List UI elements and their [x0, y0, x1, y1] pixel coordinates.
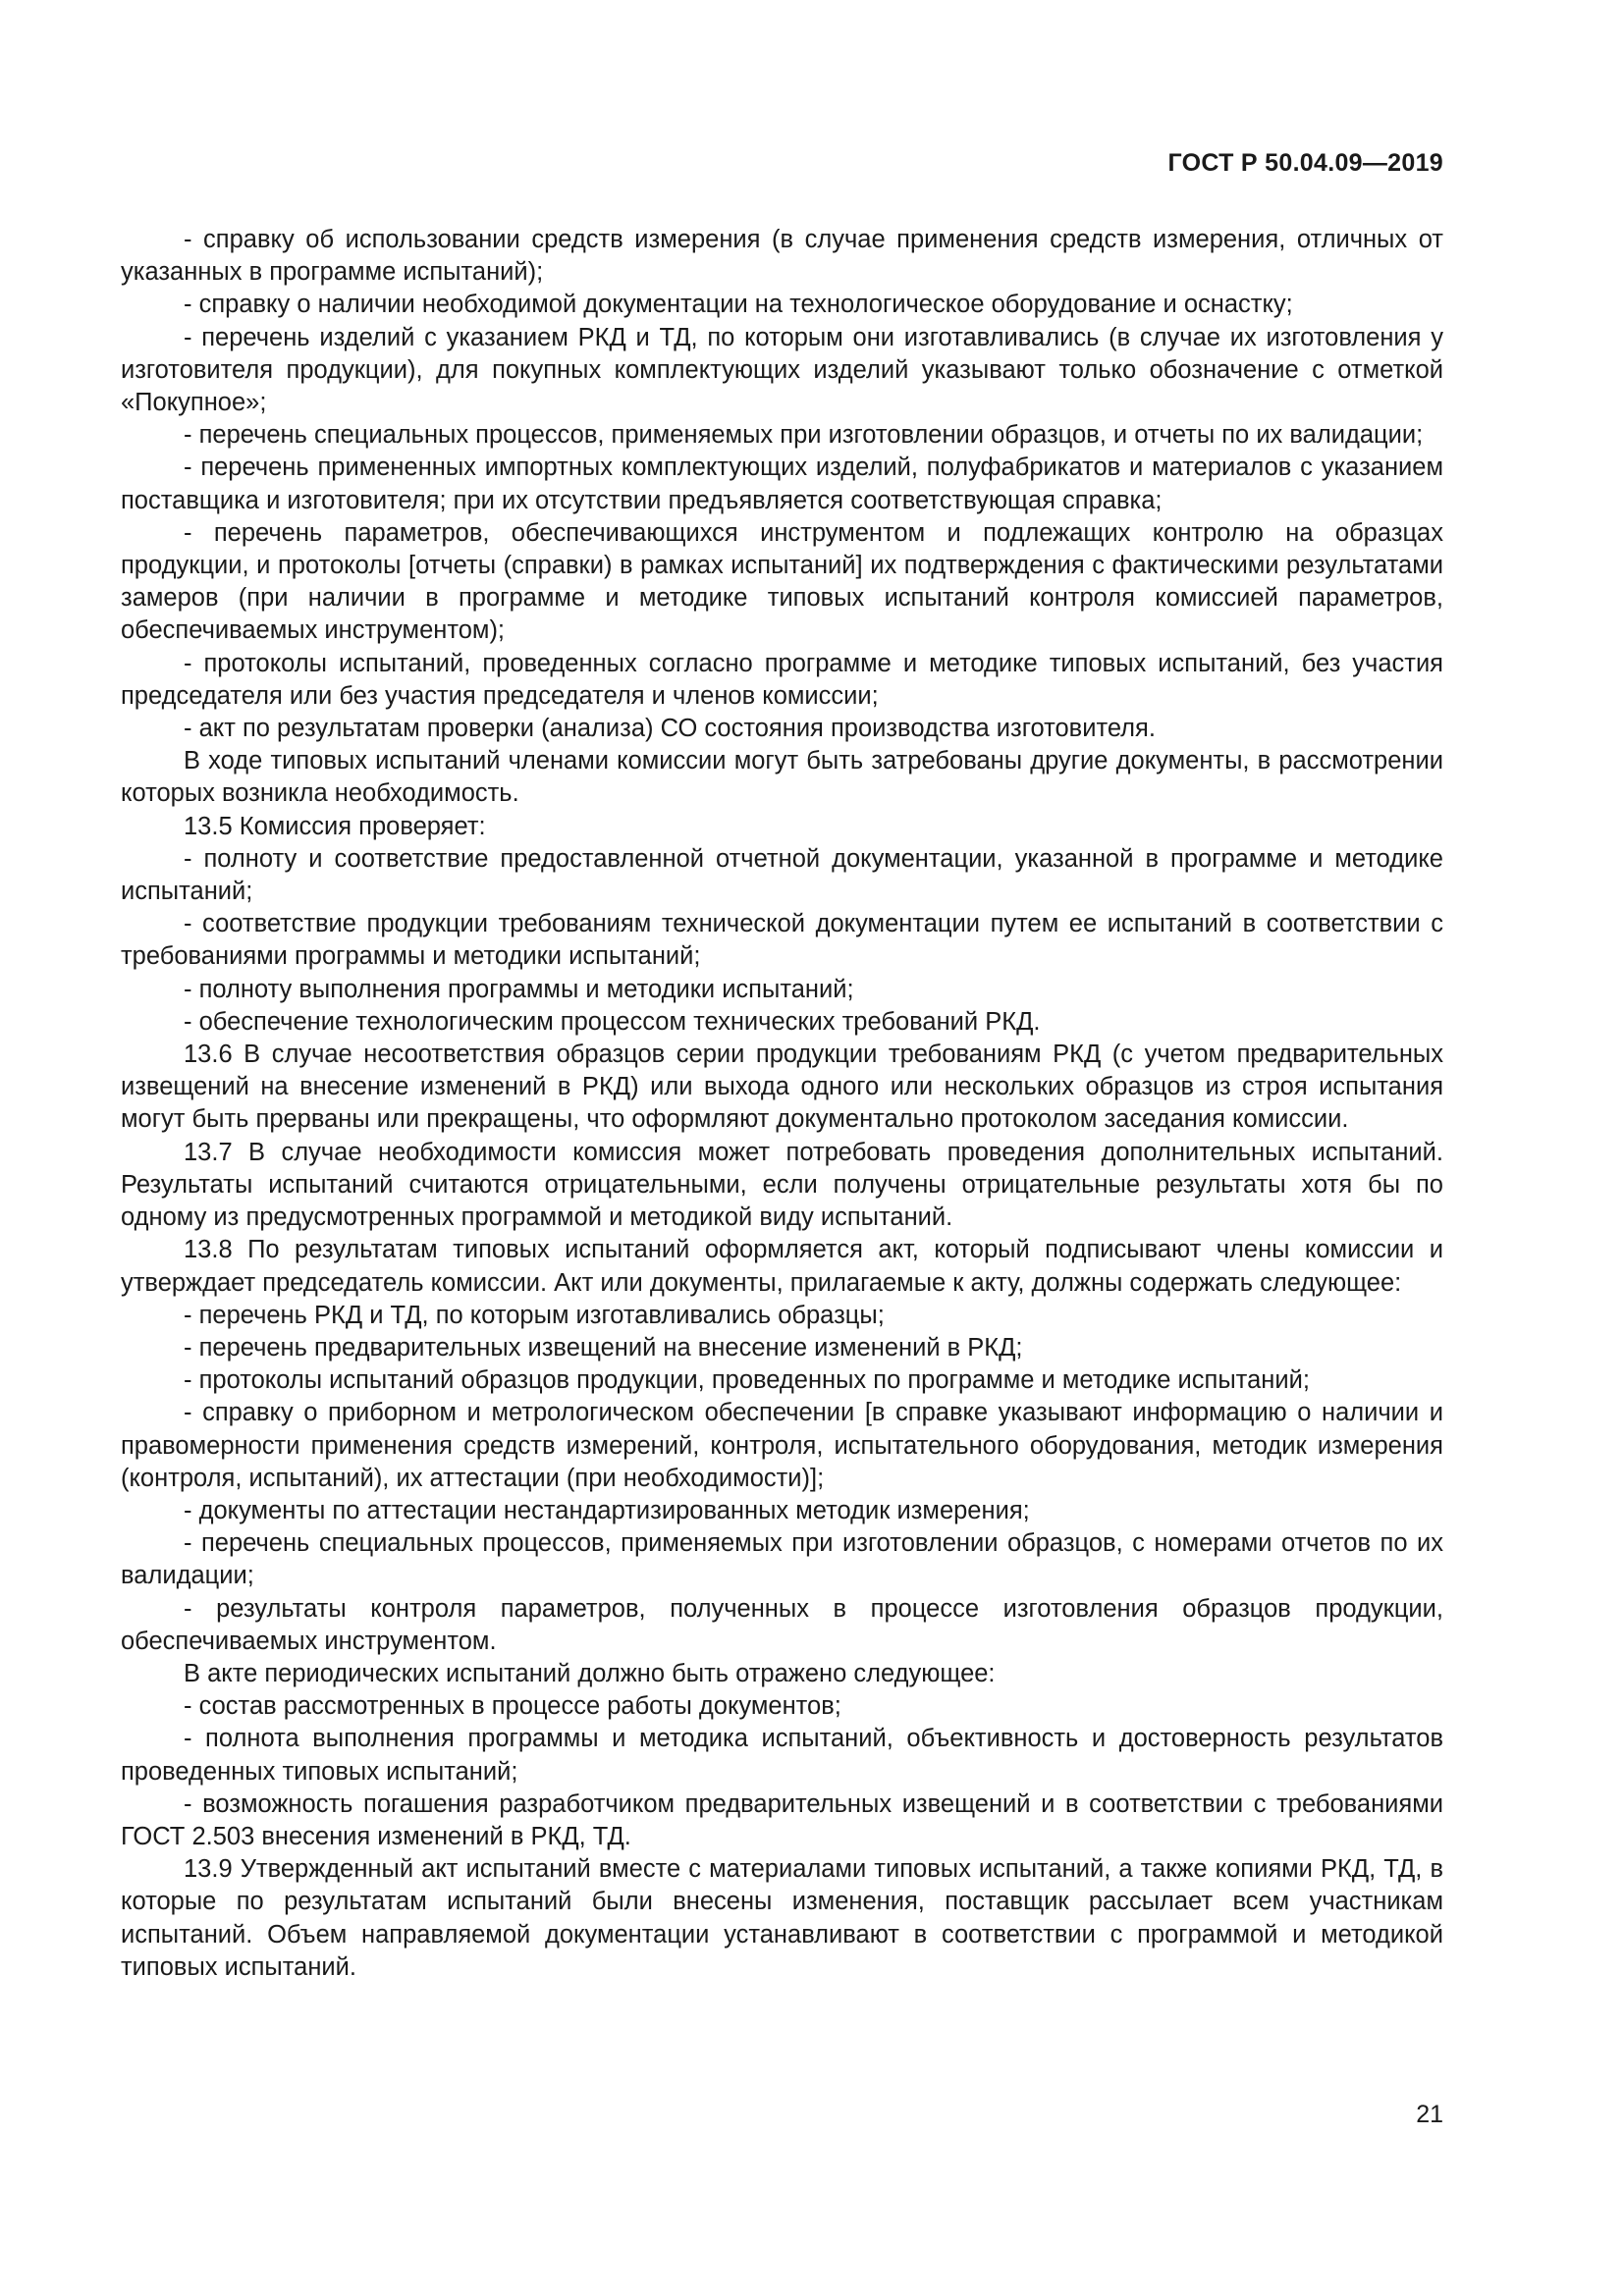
paragraph: - перечень РКД и ТД, по которым изготавливались образцы; — [184, 1301, 885, 1329]
paragraph: - перечень примененных импортных комплектующих изделий, полуфабрикатов и материалов с указанием поставщика и изготовителя; при их отсутствии предъявляется соответствующая справка; — [121, 454, 1443, 514]
paragraph: - акт по результатам проверки (анализа) СО состояния производства изготовителя. — [184, 715, 1156, 743]
paragraph: - перечень параметров, обеспечивающихся инструментом и подлежащих контролю на образцах продукции, и протоколы [отчеты (справки) в рамках испытаний] их подтверждения с фактическими результатами замеров (при наличии в программе и методике типовых испытаний контроля комиссией параметров, обеспечиваемых инструментом); — [121, 518, 1443, 645]
paragraph: - соответствие продукции требованиям технической документации путем ее испытаний в соответствии с требованиями программы и методики испытаний; — [121, 910, 1443, 971]
document-standard-code: ГОСТ Р 50.04.09—2019 — [1167, 149, 1443, 177]
section-13-7: 13.7 В случае необходимости комиссия может потребовать проведения дополнительных испытаний. Результаты испытаний считаются отрицательными, если получены отрицательные результаты хотя бы по одному из предусмотренных программой и методикой виду испытаний. — [121, 1138, 1443, 1232]
paragraph: - обеспечение технологическим процессом технических требований РКД. — [184, 1007, 1041, 1036]
paragraph: - протоколы испытаний образцов продукции, проведенных по программе и методике испытаний; — [184, 1366, 1310, 1395]
paragraph: - протоколы испытаний, проведенных согласно программе и методике типовых испытаний, без участия председателя или без участия председателя и членов комиссии; — [121, 649, 1443, 710]
paragraph: - перечень специальных процессов, применяемых при изготовлении образцов, и отчеты по их валидации; — [184, 421, 1424, 450]
document-body — [121, 224, 1443, 1984]
paragraph: - перечень специальных процессов, применяемых при изготовлении образцов, с номерами отчетов по их валидации; — [121, 1529, 1443, 1590]
paragraph: - полноту и соответствие предоставленной отчетной документации, указанной в программе и методике испытаний; — [121, 844, 1443, 906]
section-13-6: 13.6 В случае несоответствия образцов серии продукции требованиям РКД (с учетом предварительных извещений на внесение изменений в РКД) или выхода одного или нескольких образцов из строя испытания могут быть прерваны или прекращены, что оформляют документально протоколом заседания комиссии. — [121, 1041, 1443, 1134]
section-13-8: 13.8 По результатам типовых испытаний оформляется акт, который подписывают члены комиссии и утверждает председатель комиссии. Акт или документы, прилагаемые к акту, должны содержать следующее: — [121, 1236, 1443, 1297]
section-13-9: 13.9 Утвержденный акт испытаний вместе с материалами типовых испытаний, а также копиями РКД, ТД, в которые по результатам испытаний были внесены изменения, поставщик рассылает всем участникам испытаний. Объем направляемой документации устанавливают в соответствии с программой и методикой типовых испытаний. — [121, 1855, 1443, 1981]
paragraph: - справку о приборном и метрологическом обеспечении [в справке указывают информацию о наличии и правомерности применения средств измерений, контроля, испытательного оборудования, методик измерения (контроля, испытаний), их аттестации (при необходимости)]; — [121, 1399, 1443, 1492]
paragraph: - справку о наличии необходимой документации на технологическое оборудование и оснастку; — [184, 291, 1293, 319]
paragraph: - результаты контроля параметров, полученных в процессе изготовления образцов продукции, обеспечиваемых инструментом. — [121, 1594, 1443, 1655]
paragraph: - полнота выполнения программы и методика испытаний, объективность и достоверность результатов проведенных типовых испытаний; — [121, 1725, 1443, 1786]
paragraph: - перечень изделий с указанием РКД и ТД, по которым они изготавливались (в случае их изготовления у изготовителя продукции), для покупных комплектующих изделий указывают только обозначение с отметкой «Покупное»; — [121, 323, 1443, 417]
page-number: 21 — [1416, 2101, 1443, 2128]
paragraph: - возможность погашения разработчиком предварительных извещений и в соответствии с требованиями ГОСТ 2.503 внесения изменений в РКД, ТД. — [121, 1789, 1443, 1850]
section-13-5-heading: 13.5 Комиссия проверяет: — [184, 812, 486, 840]
paragraph: - полноту выполнения программы и методики испытаний; — [184, 975, 854, 1003]
paragraph: - состав рассмотренных в процессе работы документов; — [184, 1692, 841, 1721]
paragraph: В ходе типовых испытаний членами комиссии могут быть затребованы другие документы, в рассмотрении которых возникла необходимость. — [121, 747, 1443, 808]
paragraph: В акте периодических испытаний должно быть отражено следующее: — [184, 1659, 996, 1687]
paragraph: - справку об использовании средств измерения (в случае применения средств измерения, отличных от указанных в программе испытаний); — [121, 226, 1443, 287]
paragraph: - документы по аттестации нестандартизированных методик измерения; — [184, 1496, 1030, 1524]
paragraph: - перечень предварительных извещений на внесение изменений в РКД; — [184, 1333, 1023, 1362]
